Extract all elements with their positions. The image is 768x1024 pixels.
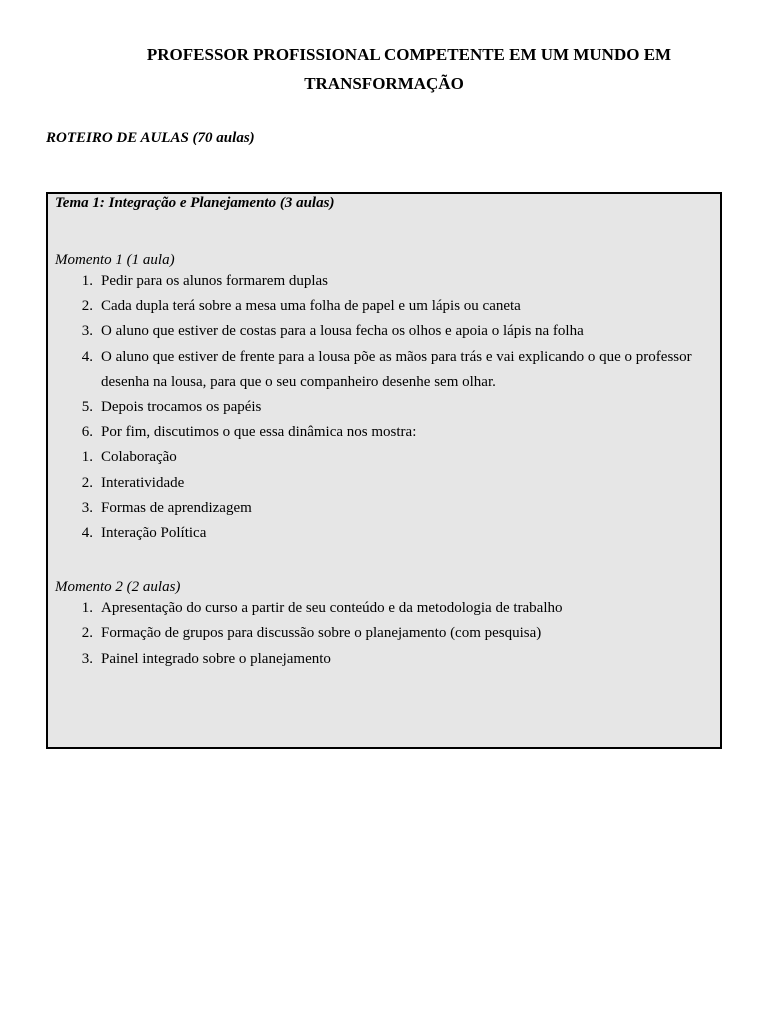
list-item: 5. Depois trocamos os papéis [81, 399, 262, 416]
lesson-plan-subtitle: ROTEIRO DE AULAS (70 aulas) [46, 130, 255, 146]
momento-2-list [55, 596, 714, 672]
list-item: 2. Formação de grupos para discussão sobre o planejamento (com pesquisa) [81, 625, 542, 642]
spacer [55, 219, 714, 244]
momento-1-sublist [55, 445, 714, 546]
list-item: 1. Colaboração [81, 449, 177, 466]
list-item: 6. Por fim, discutimos o que essa dinâmica nos mostra: [81, 424, 417, 441]
list-item: 4. O aluno que estiver de frente para a lousa põe as mãos para trás e vai explicando o que o professor desenha na lousa, para que o seu companheiro desenhe sem olhar. [81, 348, 692, 390]
spacer [55, 546, 714, 571]
title-line-2: TRANSFORMAÇÃO [304, 74, 464, 93]
momento-2-heading: Momento 2 (2 aulas) [55, 579, 181, 596]
momento-1-list [55, 269, 714, 445]
list-item: 1. Apresentação do curso a partir de seu conteúdo e da metodologia de trabalho [81, 600, 563, 617]
theme-box [46, 192, 722, 749]
momento-1-heading: Momento 1 (1 aula) [55, 252, 175, 268]
theme-box-content [55, 194, 714, 672]
list-item: 2. Interatividade [81, 474, 185, 491]
theme-heading: Tema 1: Integração e Planejamento (3 aulas) [55, 195, 335, 211]
list-item: 3. Formas de aprendizagem [81, 499, 252, 516]
document-title [0, 40, 768, 98]
list-item: 3. Painel integrado sobre o planejamento [81, 650, 331, 667]
title-line-1: PROFESSOR PROFISSIONAL COMPETENTE EM UM MUNDO EM [146, 45, 672, 64]
list-item: 1. Pedir para os alunos formarem duplas [81, 273, 329, 289]
list-item: 2. Cada dupla terá sobre a mesa uma folha de papel e um lápis ou caneta [81, 298, 521, 315]
list-item: 3. O aluno que estiver de costas para a lousa fecha os olhos e apoia o lápis na folha [81, 323, 584, 340]
list-item: 4. Interação Política [81, 525, 207, 542]
